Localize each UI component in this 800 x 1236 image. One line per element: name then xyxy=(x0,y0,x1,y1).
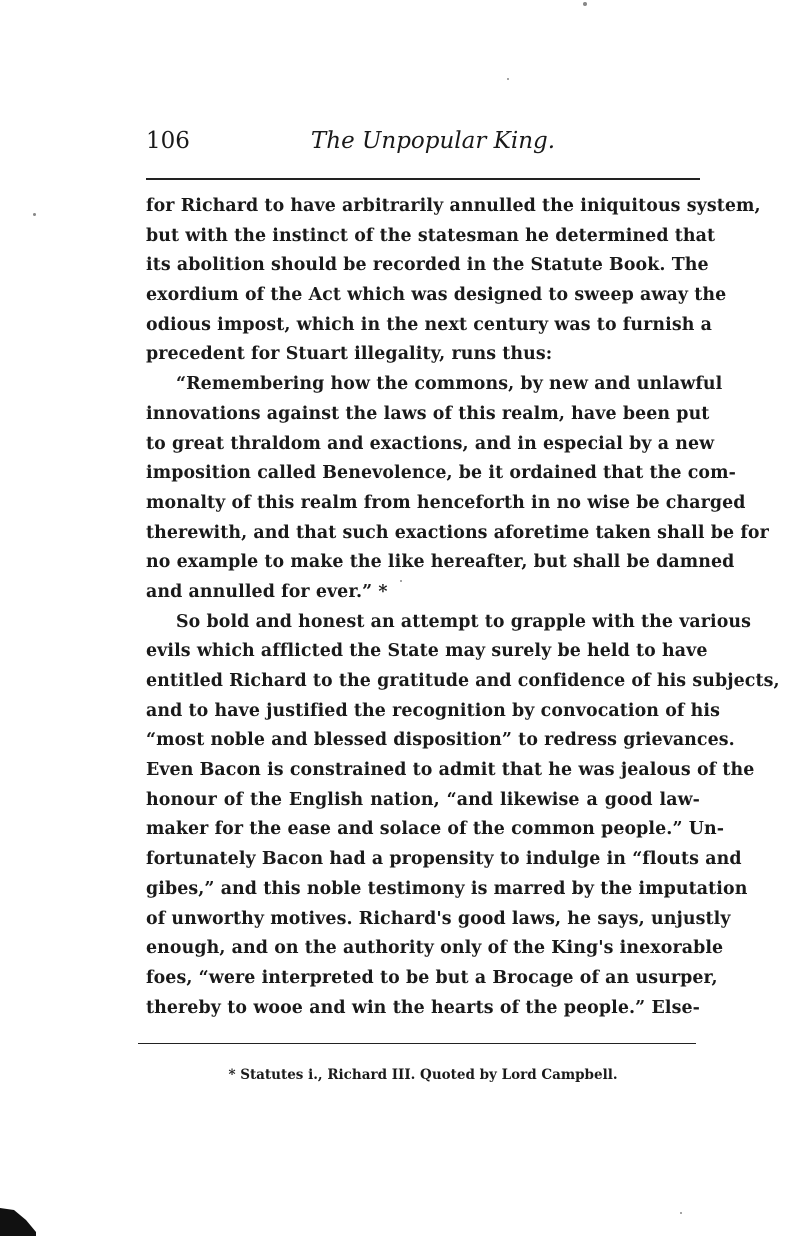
quotation-line: therewith, and that such exactions aforetime taken shall be for xyxy=(146,522,769,543)
text-line: gibes,” and this noble testimony is marred by the imputation xyxy=(146,878,748,899)
header-rule xyxy=(146,178,700,180)
text-line: “most noble and blessed disposition” to redress grievances. xyxy=(146,730,735,751)
scan-corner-mark xyxy=(0,1200,40,1236)
text-line: Even Bacon is constrained to admit that he was jealous of the xyxy=(146,760,755,781)
footnote: * Statutes i., Richard III. Quoted by Lord Campbell. xyxy=(228,1067,618,1083)
text-line: of unworthy motives. Richard's good laws, he says, unjustly xyxy=(146,908,731,929)
body-text xyxy=(146,192,780,1023)
quotation-line: no example to make the like hereafter, but shall be damned xyxy=(146,552,735,573)
quotation-line: monalty of this realm from henceforth in no wise be charged xyxy=(146,492,746,513)
text-line: maker for the ease and solace of the common people.” Un- xyxy=(146,819,725,840)
text-line: but with the instinct of the statesman he determined that xyxy=(146,225,716,246)
quotation-line: to great thraldom and exactions, and in especial by a new xyxy=(146,433,715,454)
text-line: precedent for Stuart illegality, runs thus: xyxy=(146,344,553,365)
footnote-rule xyxy=(138,1043,696,1044)
page-header xyxy=(146,128,700,164)
text-line: exordium of the Act which was designed to sweep away the xyxy=(146,285,727,306)
scan-speck xyxy=(680,1212,682,1214)
scan-speck xyxy=(507,78,509,80)
quotation-line: and annulled for ever.” * xyxy=(146,581,388,602)
text-line: So bold and honest an attempt to grapple with the various xyxy=(176,611,752,632)
text-line: thereby to wooe and win the hearts of the people.” Else- xyxy=(146,997,700,1018)
running-title: The Unpopular King. xyxy=(310,128,556,154)
text-line: and to have justified the recognition by convocation of his xyxy=(146,700,720,721)
scan-speck xyxy=(400,580,402,582)
text-line: evils which afflicted the State may surely be held to have xyxy=(146,641,708,662)
text-line: fortunately Bacon had a propensity to indulge in “flouts and xyxy=(146,849,742,870)
scan-speck xyxy=(583,2,587,6)
quotation-line: “Remembering how the commons, by new and unlawful xyxy=(176,374,723,395)
page-number: 106 xyxy=(146,128,190,154)
quotation-line: imposition called Benevolence, be it ordained that the com- xyxy=(146,463,736,484)
text-line: honour of the English nation, “and likewise a good law- xyxy=(146,789,700,810)
text-line: foes, “were interpreted to be but a Brocage of an usurper, xyxy=(146,967,718,988)
scan-speck xyxy=(33,213,36,216)
text-line: enough, and on the authority only of the King's inexorable xyxy=(146,938,724,959)
quotation-line: innovations against the laws of this realm, have been put xyxy=(146,403,710,424)
text-line: odious impost, which in the next century was to furnish a xyxy=(146,314,712,335)
text-line: entitled Richard to the gratitude and confidence of his subjects, xyxy=(146,671,780,691)
text-line: its abolition should be recorded in the Statute Book. The xyxy=(146,255,709,276)
text-line: for Richard to have arbitrarily annulled the iniquitous system, xyxy=(146,196,761,216)
